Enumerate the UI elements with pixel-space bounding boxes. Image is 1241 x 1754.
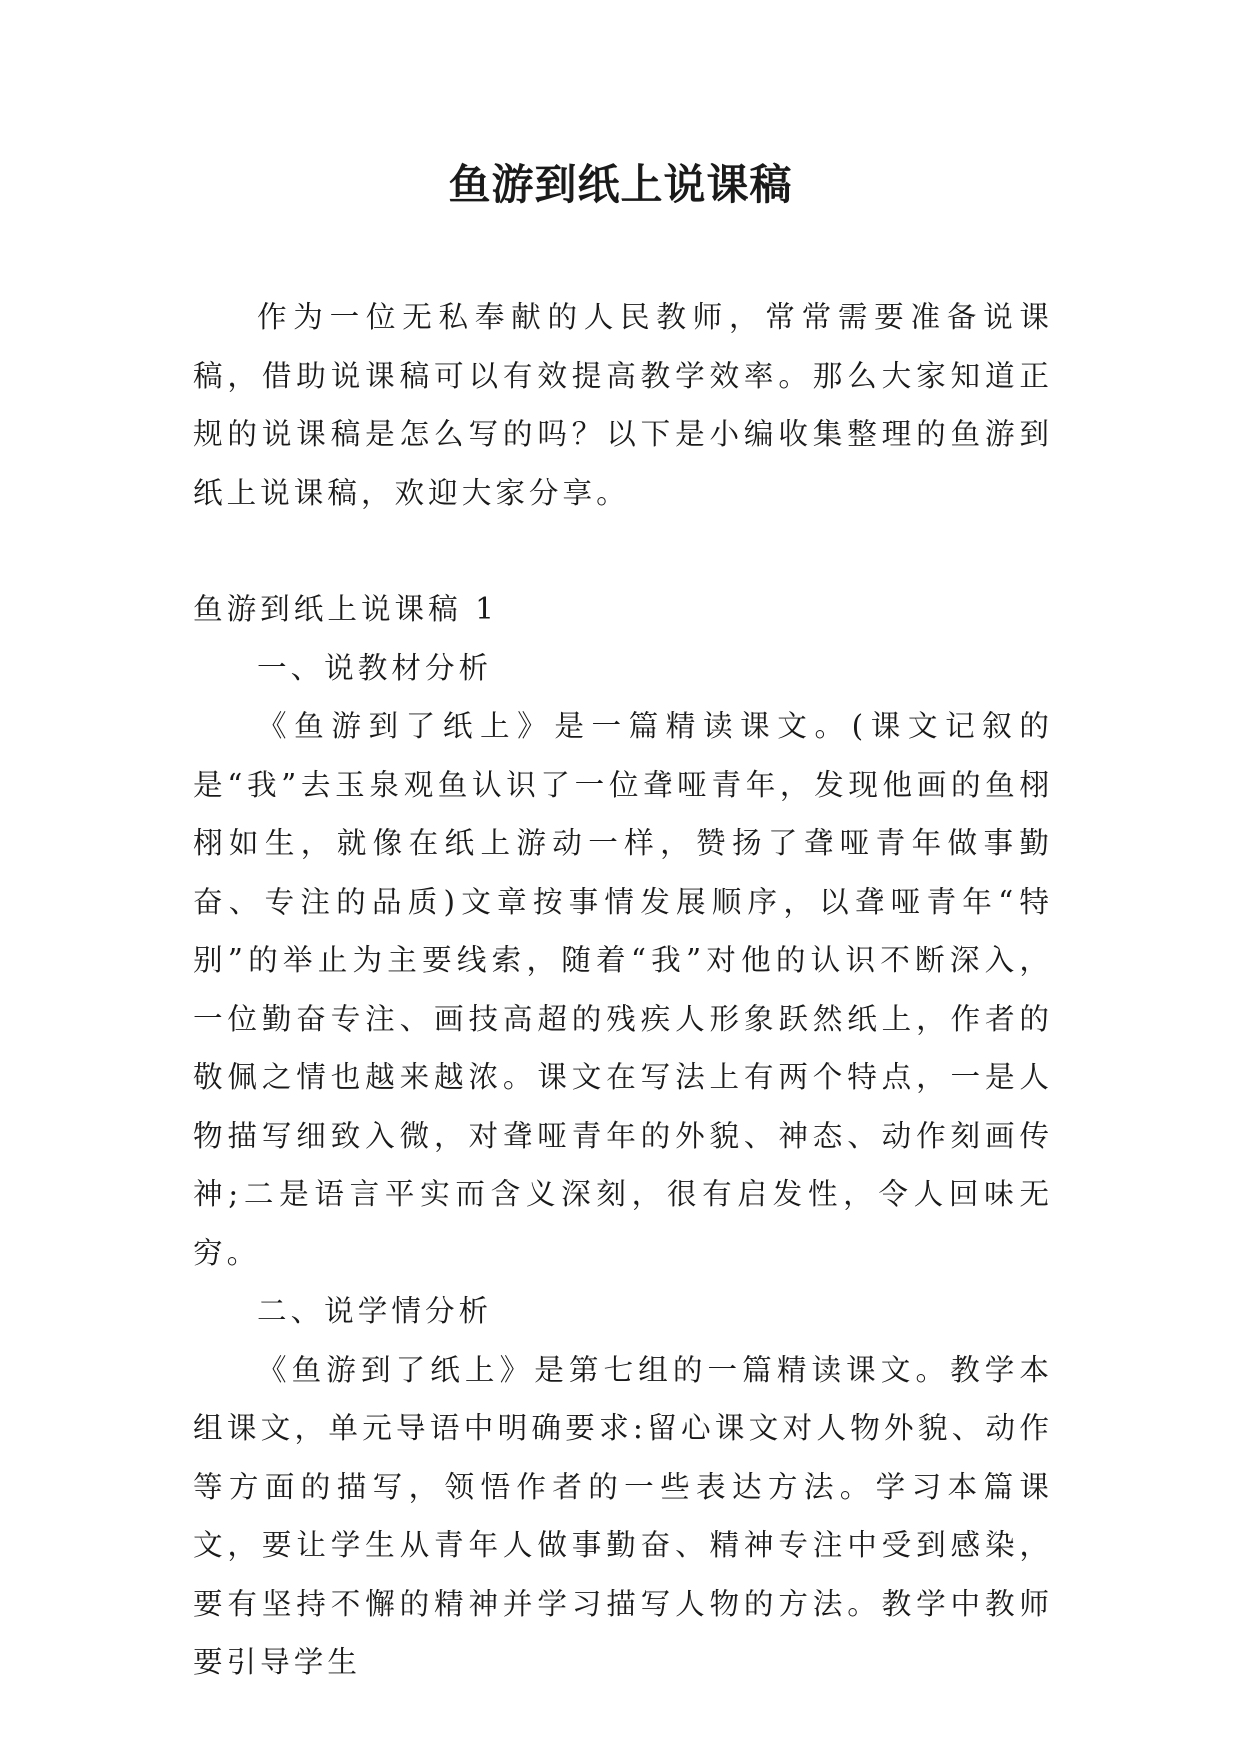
document-body xyxy=(193,288,1053,1692)
part2-heading: 二、说学情分析 xyxy=(257,1294,493,1328)
intro-paragraph: 作为一位无私奉献的人民教师，常常需要准备说课稿，借助说课稿可以有效提高教学效率。那么大家知道正规的说课稿是怎么写的吗？以下是小编收集整理的鱼游到纸上说课稿，欢迎大家分享。 xyxy=(193,300,1053,510)
section-title: 鱼游到纸上说课稿 1 xyxy=(193,592,498,626)
part2-paragraph: 《鱼游到了纸上》是第七组的一篇精读课文。教学本组课文，单元导语中明确要求:留心课文对人物外貌、动作等方面的描写，领悟作者的一些表达方法。学习本篇课文，要让学生从青年人做事勤奋、精神专注中受到感染，要有坚持不懈的精神并学习描写人物的方法。教学中教师要引导学生 xyxy=(193,1352,1053,1679)
part1-paragraph: 《鱼游到了纸上》是一篇精读课文。(课文记叙的是“我”去玉泉观鱼认识了一位聋哑青年，发现他画的鱼栩栩如生，就像在纸上游动一样，赞扬了聋哑青年做事勤奋、专注的品质)文章按事情发展顺序，以聋哑青年“特别”的举止为主要线索，随着“我”对他的认识不断深入，一位勤奋专注、画技高超的残疾人形象跃然纸上，作者的敬佩之情也越来越浓。课文在写法上有两个特点，一是人物描写细致入微，对聋哑青年的外貌、神态、动作刻画传神;二是语言平实而含义深刻，很有启发性，令人回味无穷。 xyxy=(193,709,1053,1270)
part1-heading: 一、说教材分析 xyxy=(257,650,493,685)
document-title: 鱼游到纸上说课稿 xyxy=(448,160,793,209)
